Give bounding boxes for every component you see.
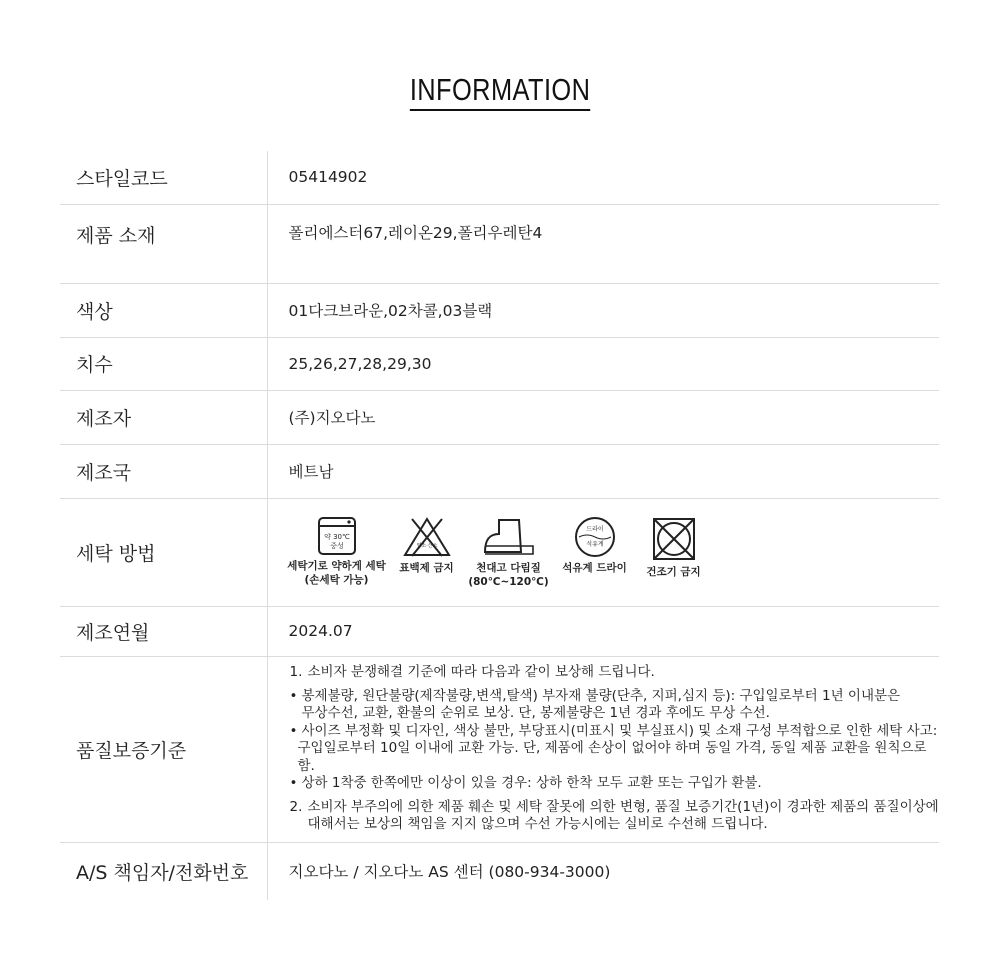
warranty-item-2 xyxy=(290,799,940,834)
care-label-line: 세탁기로 약하게 세탁 xyxy=(287,559,386,572)
label-style-code: 스타일코드 xyxy=(60,151,267,204)
row-as xyxy=(60,842,939,900)
care-label xyxy=(399,561,453,575)
warranty-item-num: 2. xyxy=(289,798,303,815)
label-material: 제품 소재 xyxy=(60,204,267,283)
label-date: 제조연월 xyxy=(60,606,267,656)
bullet-dot: • xyxy=(289,775,298,792)
warranty-bullet-text xyxy=(297,722,940,776)
care-label xyxy=(287,559,386,587)
warranty-bullet xyxy=(290,775,940,793)
value-color: 01다크브라운,02차콜,03블랙 xyxy=(267,283,939,337)
warranty-bullet xyxy=(290,688,940,723)
bullet-line: 사이즈 부정확 및 디자인, 색상 불만, 부당표시(미표시 및 부실표시) 및 소재 구성 부적합으로 인한 세탁 사고: xyxy=(301,722,938,739)
label-as: A/S 책임자/전화번호 xyxy=(60,842,267,900)
label-manufacturer: 제조자 xyxy=(60,390,267,444)
care-label-line: 건조기 금지 xyxy=(646,565,701,578)
label-washing: 세탁 방법 xyxy=(60,498,267,606)
item2-line: 대해서는 보상의 책임을 지지 않으며 수선 가능시에는 실비로 수선해 드립니다. xyxy=(307,816,768,833)
warranty-bullet-text xyxy=(302,688,901,723)
page-title-wrap xyxy=(0,72,1000,111)
care-label-line: (손세탁 가능) xyxy=(304,573,369,586)
value-manufacturer: (주)지오다노 xyxy=(267,390,939,444)
care-dry-clean xyxy=(554,516,636,575)
row-warranty xyxy=(60,656,939,842)
label-size: 치수 xyxy=(60,337,267,390)
label-warranty: 품질보증기준 xyxy=(60,656,267,842)
bleach-text: 염소·산소 xyxy=(416,542,437,549)
item2-line: 소비자 부주의에 의한 제품 훼손 및 세탁 잘못에 의한 변형, 품질 보증기간(1년)이 경과한 제품의 품질이상에 xyxy=(307,798,939,815)
value-material: 폴리에스터67,레이온29,폴리우레탄4 xyxy=(267,204,939,283)
value-washing xyxy=(267,498,939,606)
warranty-text xyxy=(290,664,940,834)
warranty-item-text xyxy=(308,799,939,834)
care-label-line: 천대고 다림질 xyxy=(476,561,541,574)
machine-wash-gentle-icon xyxy=(317,516,357,556)
care-label xyxy=(562,561,627,575)
value-country: 베트남 xyxy=(267,444,939,498)
no-tumble-dry-icon xyxy=(651,516,697,562)
label-color: 색상 xyxy=(60,283,267,337)
care-label-line: (80℃~120℃) xyxy=(468,575,549,588)
row-size xyxy=(60,337,939,390)
product-info-table xyxy=(60,151,939,900)
value-style-code: 05414902 xyxy=(267,151,939,204)
care-label xyxy=(646,565,700,579)
value-warranty xyxy=(267,656,939,842)
row-country xyxy=(60,444,939,498)
warranty-item-text: 소비자 분쟁해결 기준에 따라 다음과 같이 보상해 드립니다. xyxy=(307,664,655,681)
care-icons xyxy=(284,516,940,589)
no-bleach-icon xyxy=(402,516,452,558)
petroleum-text: 석유계 xyxy=(585,540,604,548)
care-no-bleach xyxy=(390,516,464,575)
row-material xyxy=(60,204,939,283)
bullet-line: 상하 1착중 한쪽에만 이상이 있을 경우: 상하 한착 모두 교환 또는 구입가 환불. xyxy=(301,775,762,792)
care-label-line: 표백제 금지 xyxy=(399,561,454,574)
bullet-dot: • xyxy=(289,722,298,739)
value-date: 2024.07 xyxy=(267,606,939,656)
warranty-item-num: 1. xyxy=(289,664,303,681)
dry-clean-petroleum-icon xyxy=(573,516,617,558)
tub-temp-text: 약 30℃ xyxy=(323,532,350,541)
bullet-line: 구입일로부터 10일 이내에 교환 가능. 단, 제품에 손상이 없어야 하며 동일 가격, 동일 제품 교환을 원칙으로 함. xyxy=(297,740,927,774)
page-title: INFORMATION xyxy=(410,72,591,111)
care-iron xyxy=(464,516,554,589)
care-label xyxy=(468,561,548,589)
bullet-dot: • xyxy=(289,687,298,704)
row-date xyxy=(60,606,939,656)
warranty-bullet xyxy=(290,723,940,776)
row-style-code xyxy=(60,151,939,204)
row-manufacturer xyxy=(60,390,939,444)
care-label-line: 석유계 드라이 xyxy=(562,561,627,574)
row-washing xyxy=(60,498,939,606)
tub-detergent-text: 중성 xyxy=(329,541,344,550)
care-no-tumble xyxy=(636,516,712,579)
value-size: 25,26,27,28,29,30 xyxy=(267,337,939,390)
warranty-item-1 xyxy=(290,664,940,682)
label-country: 제조국 xyxy=(60,444,267,498)
dry-text: 드라이 xyxy=(585,525,604,533)
row-color xyxy=(60,283,939,337)
care-machine-wash xyxy=(284,516,390,587)
bullet-line: 봉제불량, 원단불량(제작불량,변색,탈색) 부자재 불량(단추, 지퍼,심지 등): 구입일로부터 1년 이내분은 xyxy=(301,687,901,704)
value-as: 지오다노 / 지오다노 AS 센터 (080-934-3000) xyxy=(288,863,611,882)
iron-cloth-icon xyxy=(481,516,537,558)
bullet-line: 무상수선, 교환, 환불의 순위로 보상. 단, 봉제불량은 1년 경과 후에도 무상 수선. xyxy=(301,705,770,722)
